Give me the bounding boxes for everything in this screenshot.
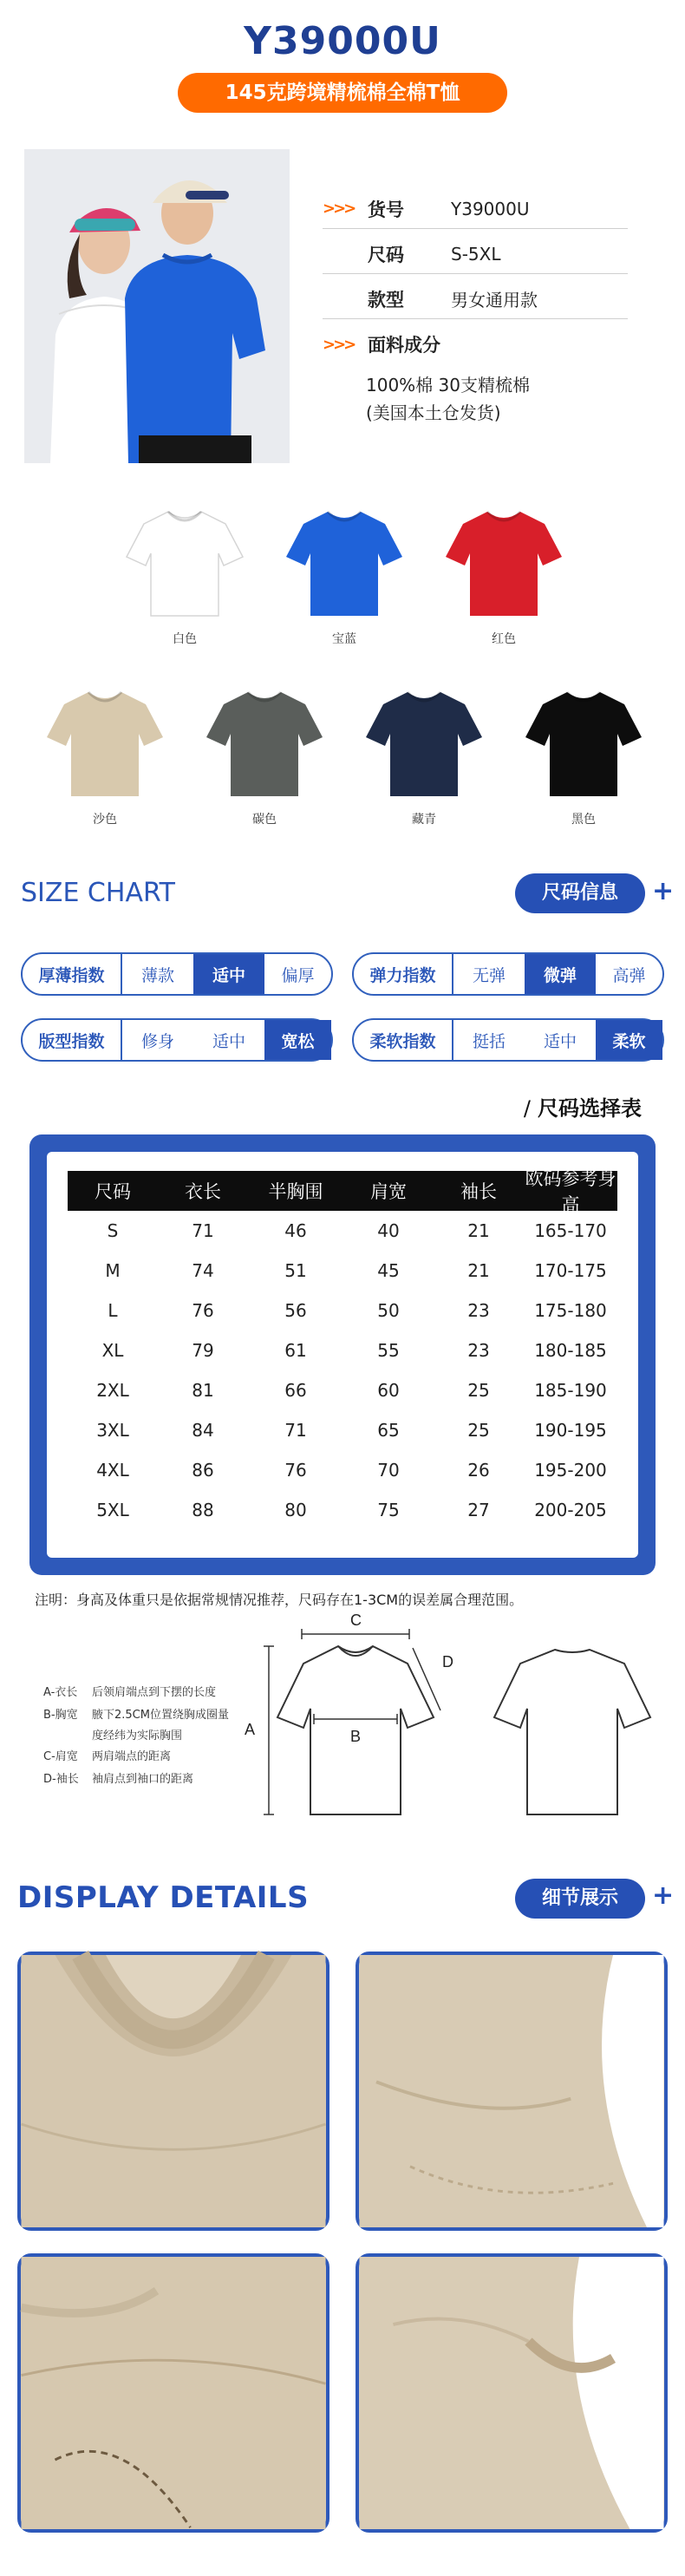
index-option: 适中 — [543, 1031, 577, 1051]
table-cell: 66 — [284, 1380, 307, 1401]
column-header: 欧码参考身高 — [525, 1168, 616, 1215]
table-cell: 21 — [467, 1220, 490, 1241]
table-cell: 25 — [467, 1380, 490, 1401]
index-option: 挺括 — [472, 1031, 506, 1051]
table-row — [68, 1450, 617, 1490]
product-title: Y39000U — [244, 19, 441, 63]
label-d: D — [442, 1653, 453, 1670]
table-cell: 4XL — [96, 1460, 129, 1481]
detail-photo-sleeve — [356, 1952, 668, 2231]
index-softness: 柔软指数 挺括 适中 柔软 — [352, 1018, 664, 1062]
table-cell: 65 — [377, 1420, 400, 1441]
index-thickness: 厚薄指数 薄款 适中 偏厚 — [21, 952, 333, 996]
color-swatch[interactable] — [519, 675, 649, 827]
measure-legend-item: B-胸宽 腋下2.5CM位置绕胸成圈量 — [43, 1709, 229, 1722]
table-cell: 23 — [467, 1340, 490, 1361]
table-cell: 75 — [377, 1500, 400, 1520]
tshirt-icon — [40, 675, 170, 805]
size-table — [47, 1152, 638, 1558]
table-cell: 74 — [192, 1260, 214, 1281]
tshirt-icon — [199, 675, 329, 805]
table-cell: 5XL — [96, 1500, 129, 1520]
column-header: 半胸围 — [268, 1181, 323, 1202]
color-swatch[interactable] — [279, 494, 409, 647]
table-cell: 71 — [284, 1420, 307, 1441]
label-c: C — [350, 1612, 362, 1629]
table-cell: L — [108, 1300, 118, 1321]
label-a: A — [245, 1721, 256, 1738]
table-cell: 61 — [284, 1340, 307, 1361]
size-table-title: / 尺码选择表 — [523, 1096, 642, 1121]
table-cell: 2XL — [96, 1380, 129, 1401]
table-cell: 84 — [192, 1420, 214, 1441]
details-pill: 细节展示 — [515, 1879, 645, 1919]
table-cell: 195-200 — [534, 1460, 607, 1481]
product-subtitle-badge: 145克跨境精梳棉全棉T恤 — [178, 73, 507, 113]
color-name: 沙色 — [93, 813, 117, 827]
index-option: 薄款 — [140, 965, 174, 985]
back-tee-outline — [494, 1650, 650, 1814]
chevrons-icon: >>> — [323, 335, 355, 354]
table-cell: 175-180 — [534, 1300, 607, 1321]
index-option: 宽松 — [264, 1020, 331, 1060]
index-option: 柔软 — [596, 1020, 662, 1060]
color-name: 白色 — [173, 632, 197, 646]
table-cell: 26 — [467, 1460, 490, 1481]
table-cell: 200-205 — [534, 1500, 607, 1520]
measurement-diagram — [245, 1612, 659, 1839]
table-cell: 3XL — [96, 1420, 129, 1441]
table-cell: 56 — [284, 1300, 307, 1321]
table-cell: 60 — [377, 1380, 400, 1401]
plus-icon: + — [652, 876, 675, 906]
table-cell: 76 — [284, 1460, 307, 1481]
color-swatch[interactable] — [120, 494, 250, 647]
color-swatch[interactable] — [199, 675, 329, 827]
table-cell: 27 — [467, 1500, 490, 1520]
table-row — [68, 1291, 617, 1330]
detail-photo-hem-stitch — [17, 2253, 329, 2533]
tshirt-icon — [439, 494, 569, 624]
table-cell: 70 — [377, 1460, 400, 1481]
column-header: 袖长 — [460, 1181, 497, 1202]
table-cell: 165-170 — [534, 1220, 607, 1241]
index-option: 微弹 — [525, 954, 596, 994]
table-cell: 86 — [192, 1460, 214, 1481]
tshirt-icon — [279, 494, 409, 624]
index-elasticity: 弹力指数 无弹 微弹 高弹 — [352, 952, 664, 996]
table-cell: 25 — [467, 1420, 490, 1441]
info-value: Y39000U — [451, 198, 530, 219]
size-info-pill: 尺码信息 — [515, 873, 645, 913]
size-table-header — [68, 1168, 617, 1215]
fabric-heading: >>> 面料成分 — [323, 335, 440, 356]
tshirt-icon — [120, 494, 250, 624]
table-row — [68, 1410, 617, 1450]
color-swatch[interactable] — [439, 494, 569, 647]
table-cell: 170-175 — [534, 1260, 607, 1281]
color-swatch[interactable] — [359, 675, 489, 827]
color-name: 宝蓝 — [332, 632, 356, 646]
index-option: 修身 — [140, 1031, 174, 1051]
table-cell: 180-185 — [534, 1340, 607, 1361]
size-chart-heading: SIZE CHART — [21, 878, 175, 908]
table-cell: 23 — [467, 1300, 490, 1321]
info-key: 尺码 — [368, 244, 404, 265]
table-row — [68, 1370, 617, 1410]
table-cell: 81 — [192, 1380, 214, 1401]
table-cell: 40 — [377, 1220, 400, 1241]
column-header: 尺码 — [95, 1181, 131, 1202]
table-cell: 55 — [377, 1340, 400, 1361]
table-cell: 50 — [377, 1300, 400, 1321]
info-key: 款型 — [368, 289, 404, 311]
index-option: 高弹 — [612, 965, 646, 985]
column-header: 衣长 — [185, 1181, 221, 1202]
column-header: 肩宽 — [370, 1181, 407, 1202]
table-cell: 79 — [192, 1340, 214, 1361]
info-value: S-5XL — [451, 243, 501, 265]
color-name: 红色 — [492, 632, 516, 646]
info-value: 男女通用款 — [451, 290, 538, 311]
table-cell: 88 — [192, 1500, 214, 1520]
measure-legend-item: 度经纬为实际胸围 — [92, 1729, 183, 1742]
tshirt-icon — [519, 675, 649, 805]
table-cell: 51 — [284, 1260, 307, 1281]
table-row — [68, 1330, 617, 1370]
tshirt-icon — [359, 675, 489, 805]
index-option: 偏厚 — [281, 965, 315, 985]
color-name: 碳色 — [252, 813, 277, 827]
table-cell: 76 — [192, 1300, 214, 1321]
info-row-item-no — [323, 189, 628, 229]
index-option: 无弹 — [472, 965, 506, 985]
table-cell: 46 — [284, 1220, 307, 1241]
detail-photo-collar — [17, 1952, 329, 2231]
label-b: B — [350, 1728, 362, 1745]
model-photo — [24, 149, 290, 463]
table-cell: 190-195 — [534, 1420, 607, 1441]
table-row — [68, 1251, 617, 1291]
table-cell: 185-190 — [534, 1380, 607, 1401]
info-row-style — [323, 279, 628, 319]
table-row — [68, 1490, 617, 1530]
fabric-composition: 100%棉 30支精梳棉 — [366, 375, 530, 396]
table-cell: 21 — [467, 1260, 490, 1281]
color-name: 藏青 — [412, 813, 436, 827]
info-row-size — [323, 234, 628, 274]
index-option: 适中 — [212, 1031, 245, 1051]
fabric-shipping-note: (美国本土仓发货) — [366, 402, 501, 423]
table-cell: XL — [101, 1340, 124, 1361]
table-cell: 80 — [284, 1500, 307, 1520]
size-note: 注明：身高及体重只是依据常规情况推荐，尺码存在1-3CM的误差属合理范围。 — [35, 1592, 524, 1608]
measure-legend-item: A-衣长 后领肩端点到下摆的长度 — [43, 1686, 217, 1699]
detail-photo-side-fold — [356, 2253, 668, 2533]
table-cell: 45 — [377, 1260, 400, 1281]
chevrons-icon: >>> — [323, 199, 355, 218]
table-cell: S — [107, 1220, 119, 1241]
display-details-heading: DISPLAY DETAILS — [17, 1880, 310, 1915]
measure-legend-item: C-肩宽 两肩端点的距离 — [43, 1750, 172, 1763]
table-cell: 71 — [192, 1220, 214, 1241]
color-name: 黑色 — [571, 813, 596, 827]
info-key: 货号 — [368, 199, 404, 220]
measure-legend-item: D-袖长 袖肩点到袖口的距离 — [43, 1773, 194, 1786]
color-swatch[interactable] — [40, 675, 170, 827]
plus-icon: + — [652, 1880, 675, 1911]
index-fit: 版型指数 修身 适中 宽松 — [21, 1018, 333, 1062]
size-table-frame — [29, 1134, 656, 1575]
table-cell: M — [105, 1260, 121, 1281]
index-option: 适中 — [193, 954, 264, 994]
